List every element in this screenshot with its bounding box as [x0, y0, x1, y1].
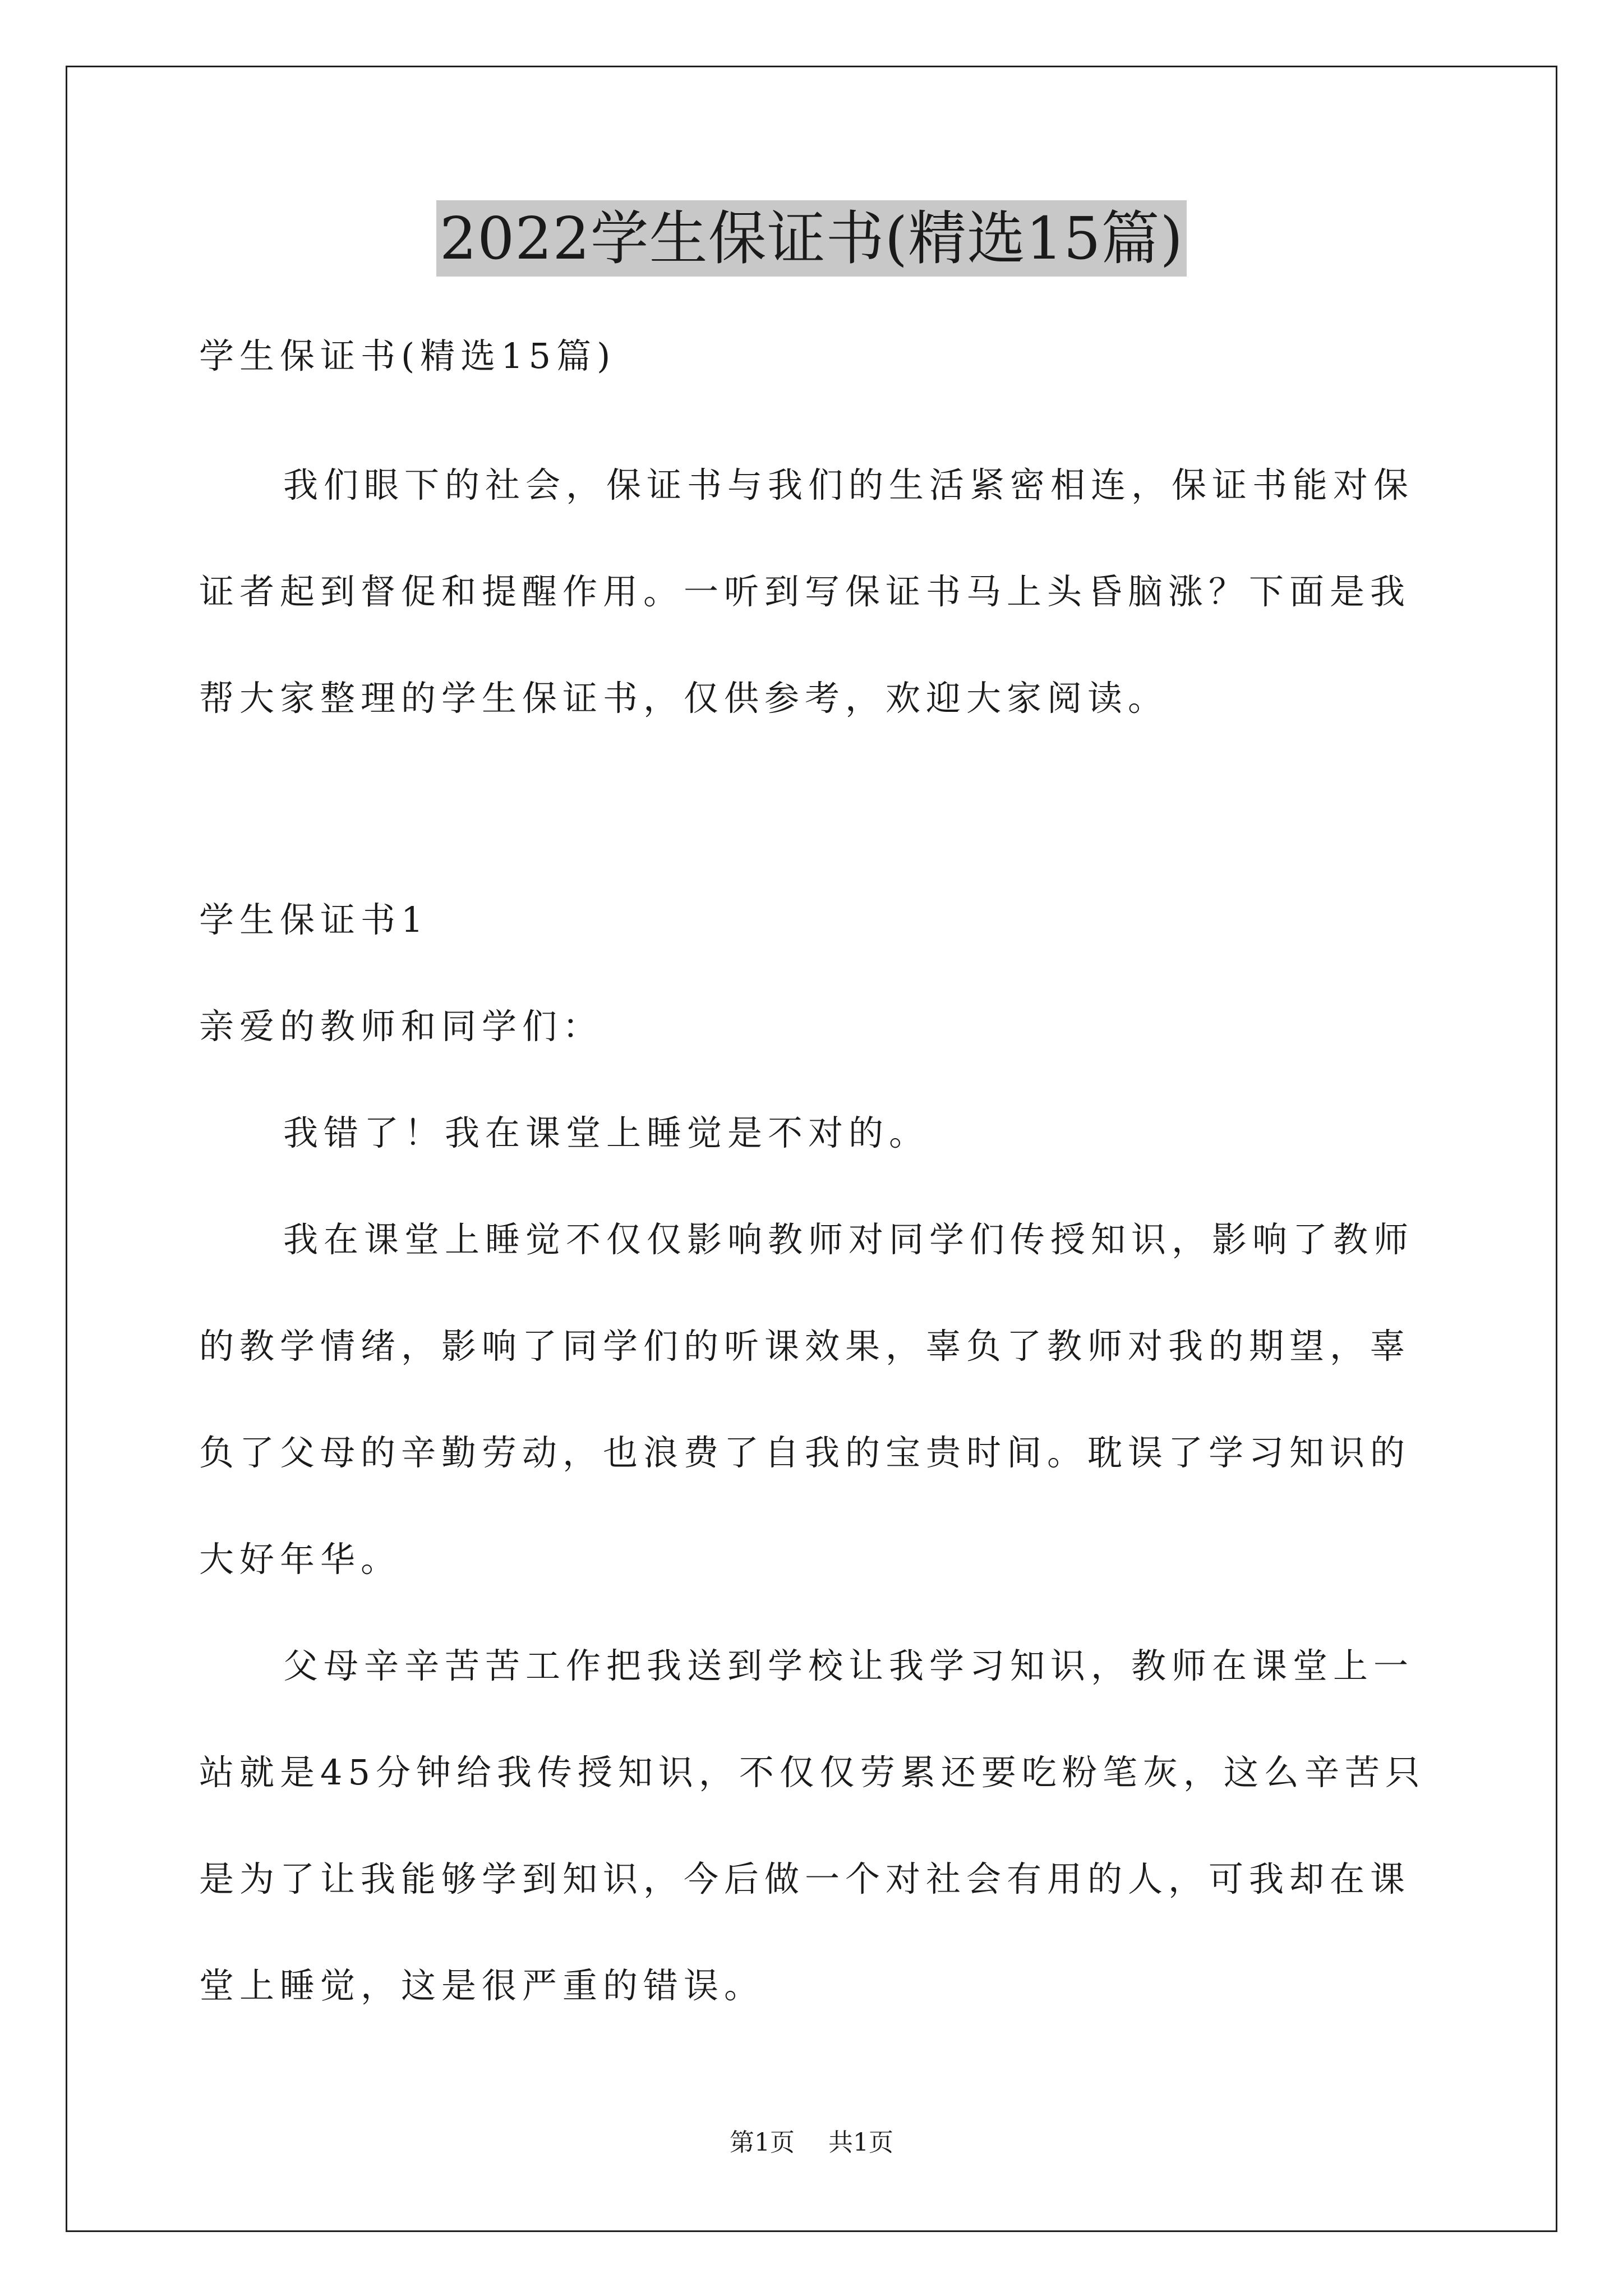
- body-paragraph-3: 父母辛辛苦苦工作把我送到学校让我学习知识，教师在课堂上一站就是45分钟给我传授知识，不仅仅劳累还要吃粉笔灰，这么辛苦只是为了让我能够学到知识，今后做一个对社会有用的人，可我却在课堂上睡觉，这是很严重的错误。: [199, 1645, 1426, 2006]
- body-paragraph-2: 我在课堂上睡觉不仅仅影响教师对同学们传授知识，影响了教师的教学情绪，影响了同学们的听课效果，辜负了教师对我的期望，辜负了父母的辛勤劳动，也浪费了自我的宝贵时间。耽误了学习知识的大好年华。: [199, 1219, 1414, 1580]
- intro-paragraph: 我们眼下的社会，保证书与我们的生活紧密相连，保证书能对保证者起到督促和提醒作用。一听到写保证书马上头昏脑涨？下面是我帮大家整理的学生保证书，仅供参考，欢迎大家阅读。: [199, 464, 1414, 719]
- document-title: 2022学生保证书(精选15篇): [436, 200, 1187, 277]
- body-paragraph-1: 我错了！我在课堂上睡觉是不对的。: [283, 1112, 930, 1153]
- document-subtitle: 学生保证书(精选15篇): [199, 335, 616, 376]
- page-number-total: 共1页: [828, 2128, 893, 2157]
- section-heading: 学生保证书1: [199, 899, 429, 940]
- page-number-current: 第1页: [730, 2128, 795, 2157]
- page-footer: [0, 2126, 1623, 2160]
- title-container: [0, 200, 1623, 277]
- salutation: 亲爱的教师和同学们：: [199, 1006, 603, 1047]
